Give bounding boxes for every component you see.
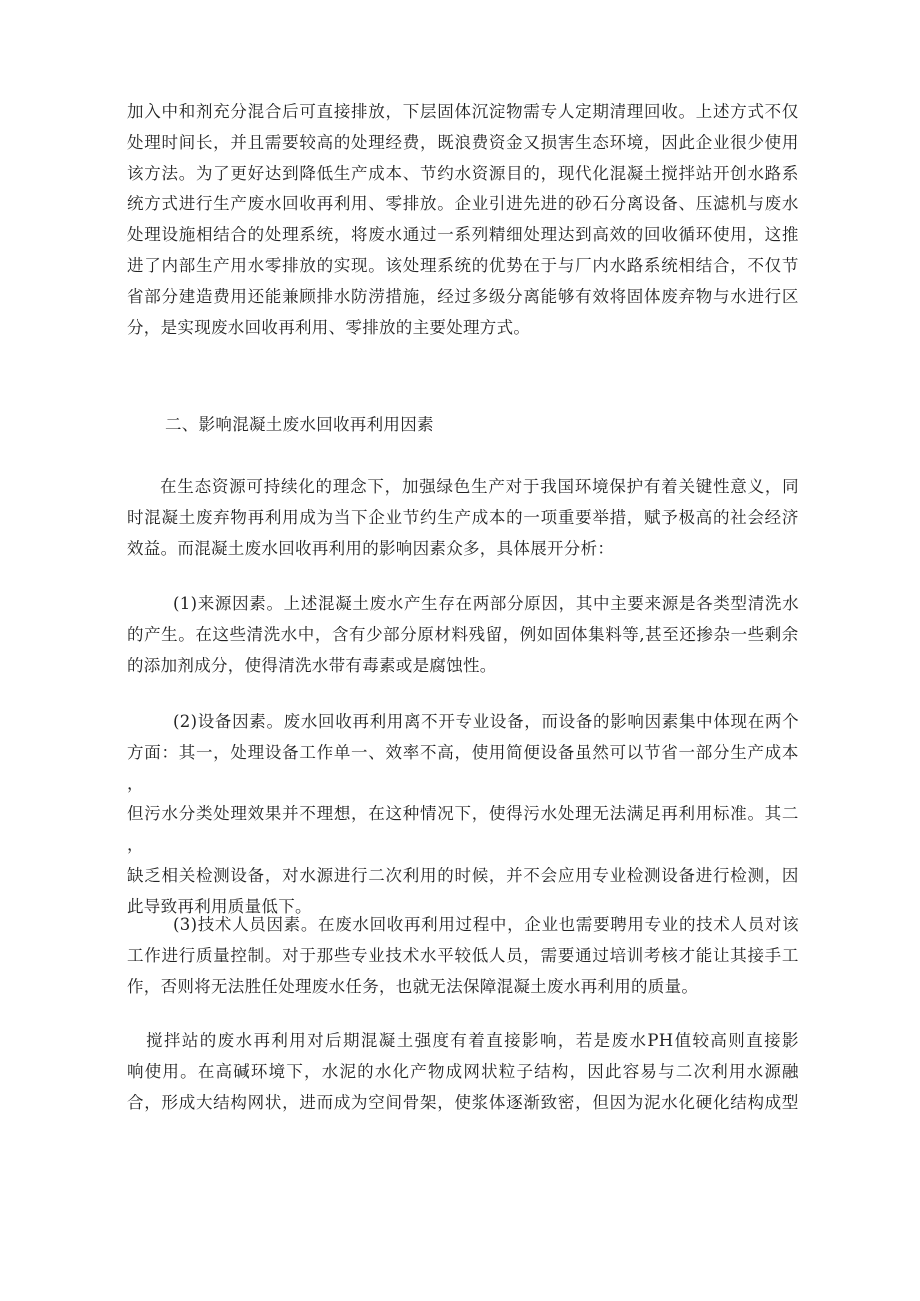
text-line: 处理设施相结合的处理系统，将废水通过一系列精细处理达到高效的回收循环使用，这推 [127,225,799,245]
text-line: 进了内部生产用水零排放的实现。该处理系统的优势在于与厂内水路系统相结合，不仅节 [127,255,799,275]
text-line: 方面：其一，处理设备工作单一、效率不高，使用简便设备虽然可以节省一部分生产成本， [127,742,799,793]
text-line: 在生态资源可持续化的理念下，加强绿色生产对于我国环境保护有着关键性意义，同 [160,477,799,496]
text-line: 处理时间长，并且需要较高的处理经费，既浪费资金又损害生态环境，因此企业很少使用 [127,132,799,152]
paragraph-intro-factors [127,472,799,564]
text-line: 的添加剂成分，使得清洗水带有毒素或是腐蚀性。 [127,655,497,675]
text-line: 统方式进行生产废水回收再利用、零排放。企业引进先进的砂石分离设备、压滤机与废水 [127,194,799,214]
text-line: (1)来源因素。上述混凝土废水产生存在两部分原因，其中主要来源是各类型清洗水 [173,594,799,613]
paragraph-source-factor [127,589,799,681]
text-line: 加入中和剂充分混合后可直接排放，下层固体沉淀物需专人定期清理回收。上述方式不仅 [127,102,799,121]
text-line: 此导致再利用质量低下。 [127,896,312,916]
text-line: 的产生。在这些清洗水中，含有少部分原材料残留，例如固体集料等,甚至还掺杂一些剩余 [127,624,799,644]
text-line: 效益。而混凝土废水回收再利用的影响因素众多，具体展开分析： [127,538,615,558]
paragraph-ph-impact [127,1026,799,1118]
text-line: 作，否则将无法胜任处理废水任务，也就无法保障混凝土废水再利用的质量。 [127,976,699,996]
text-line: 时混凝土废弃物再利用成为当下企业节约生产成本的一项重要举措，赋予极高的社会经济 [127,507,799,527]
text-line: (2)设备因素。废水回收再利用离不开专业设备，而设备的影响因素集中体现在两个 [173,712,799,731]
text-line: 合，形成大结构网状，进而成为空间骨架，使浆体逐渐致密，但因为泥水化硬化结构成型 [127,1092,799,1112]
text-line: (3)技术人员因素。在废水回收再利用过程中，企业也需要聘用专业的技术人员对该 [173,915,799,934]
text-line: 但污水分类处理效果并不理想，在这种情况下，使得污水处理无法满足再利用标准。其二， [127,804,799,855]
text-line: 该方法。为了更好达到降低生产成本、节约水资源目的，现代化混凝土搅拌站开创水路系 [127,163,799,183]
text-line: 缺乏相关检测设备，对水源进行二次利用的时候，并不会应用专业检测设备进行检测，因 [127,865,799,885]
text-line: 省部分建造费用还能兼顾排水防涝措施，经过多级分离能够有效将固体废弃物与水进行区 [127,286,799,306]
paragraph-equipment-factor [127,707,799,923]
paragraph-treatment-methods [127,97,799,343]
text-line: 分，是实现废水回收再利用、零排放的主要处理方式。 [127,317,531,337]
paragraph-personnel-factor [127,910,799,1002]
text-line: 工作进行质量控制。对于那些专业技术水平较低人员，需要通过培训考核才能让其接手工 [127,945,799,965]
text-line: 搅拌站的废水再利用对后期混凝土强度有着直接影响，若是废水PH值较高则直接影 [146,1031,799,1050]
section-heading: 二、影响混凝土废水回收再利用因素 [165,415,434,434]
text-line: 响使用。在高碱环境下，水泥的水化产物成网状粒子结构，因此容易与二次利用水源融 [127,1061,799,1081]
